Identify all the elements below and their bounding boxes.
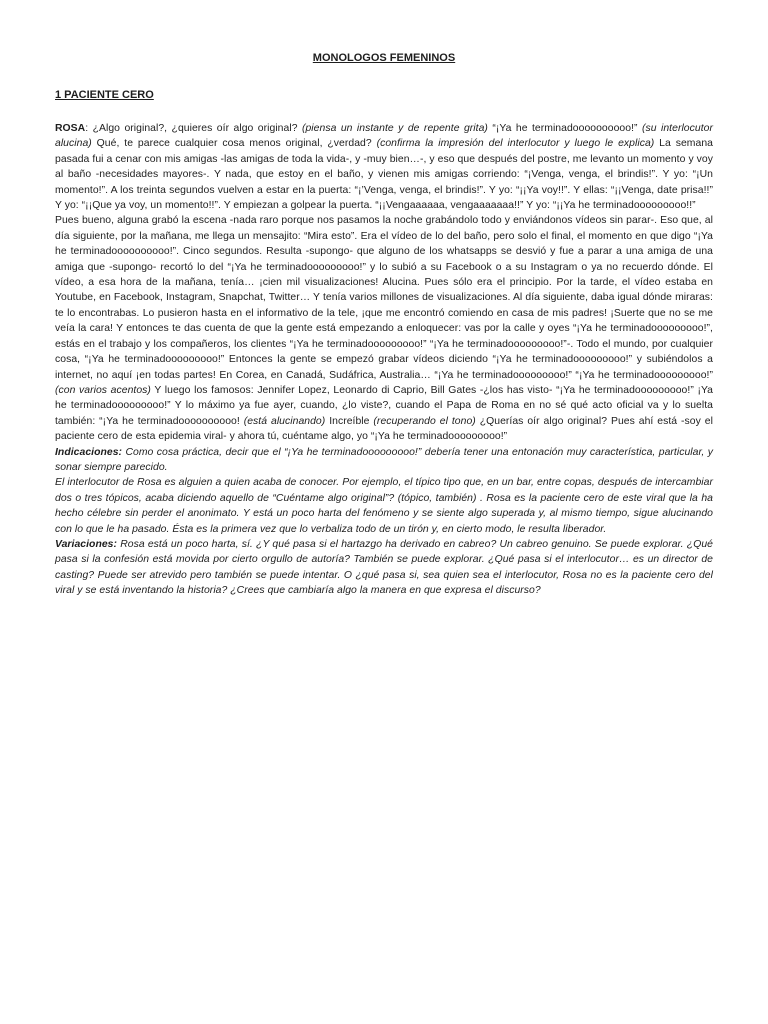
paragraph — [55, 121, 713, 213]
text-run: (está alucinando) — [243, 415, 326, 427]
paragraph — [55, 537, 713, 599]
monologue-body — [55, 121, 713, 599]
text-run: ROSA — [55, 123, 86, 134]
text-run: “¡Ya he terminadoooooooooo!” — [487, 123, 642, 134]
text-run: ¿Querías oír algo original? Pues ahí está -soy el paciente cero de esta epidemia viral- y ahora tú, cuéntame algo, yo “¡Ya he terminadooooooooo!” — [55, 415, 713, 443]
paragraph — [55, 475, 713, 537]
text-run: (recuperando el tono) — [373, 415, 476, 427]
document-title: MONOLOGOS FEMENINOS — [312, 52, 456, 64]
text-run: La semana pasada fui a cenar con mis amigas -las amigas de toda la vida-, y -muy bien…-, y eso que después del postre, me levanto un momento y voy al baño -necesidades mayores-. Y nada, que estoy en el baño, y vienen mis amigas corriendo: “¡Venga, venga, el brindis!”. Y yo: “¡Un momento!”. A los treinta segundos vuelven a estar en la puerta: “¡’Venga, venga, el brindis!”. Y yo: “¡¡Ya voy!!”. Y ellas: “¡¡Venga, date prisa!!” Y yo: “¡¡Que ya voy, un momento!!”. Y empiezan a golpear la puerta. “¡¡Vengaaaaaa, vengaaaaaaa!!” Y yo: “¡¡Ya he terminadooooooooo!!” — [55, 138, 713, 212]
text-run: (confirma la impresión del interlocutor y luego le explica) — [376, 138, 655, 150]
section-title: 1 PACIENTE CERO — [55, 89, 154, 101]
paragraph — [55, 445, 713, 476]
text-run: Variaciones: — [55, 538, 118, 550]
text-run: Pues bueno, alguna grabó la escena -nada raro porque nos pasamos la noche grabándolo todo y enviándonos vídeos sin parar-. Eso que, al día siguiente, por la mañana, me llega un mensajito: “Mira esto”. Era el vídeo de lo del baño, pero solo el final, el momento en que digo “¡Ya he terminadoooooooooo!”. Cinco segundos. Resulta -supongo- que alguno de los whatsapps se desvió y fue a parar a una amiga de una amiga que -supongo- recortó lo del “¡Ya he terminadooooooooo!” y lo subió a su Facebook o a su Instagram o ya no recuerdo dónde. El vídeo, a esa hora de la mañana, tenía… ¡cien mil visualizaciones! Alucina. Pues sólo era el principio. Por la tarde, el vídeo estaba en Youtube, en Facebook, Instagram, Snapchat, Twitter… Y tenía varios millones de visualizaciones. Al día siguiente, daba igual dónde miraras: te lo encontrabas. Lo pusieron hasta en el informativo de la tele, ¡que me encontró comiendo en casa de mis padres! ¡Suerte que no se me veía la cara! Y entonces te das cuenta de que la gente está empezando a enloquecer: vas por la calle y oyes “¡Ya he terminadooooooooo!”, estás en el trabajo y los compañeros, los clientes “¡Ya he terminadooooooooo!” “¡Ya he terminadooooooooo!”-. Todo el mundo, por cualquier cosa, “¡Ya he terminadooooooooo!” Entonces la gente se empezó grabar vídeos diciendo “¡Ya he terminadooooooooo!” y subiéndolos a internet, no aquí ¡en todas partes! En Corea, en Canadá, Sudáfrica, Australia… “¡Ya he terminadooooooooo!” “¡Ya he terminadooooooooo!” — [55, 215, 713, 381]
text-run: Como cosa práctica, decir que el “¡Ya he terminadooooooooo!” debería tener una entonación muy característica, particular, y sonar siempre parecido. — [55, 446, 713, 473]
paragraph — [55, 213, 713, 444]
text-run: Increíble — [325, 415, 374, 427]
text-run: : ¿Algo original?, ¿quieres oír algo original? — [85, 123, 302, 134]
text-run: Y luego los famosos: Jennifer Lopez, Leonardo di Caprio, Bill Gates -¿los has visto- “¡Ya he terminadooooooooo!” ¡Ya he terminadooooooooo!” Y lo máximo ya fue ayer, cuando, ¿lo viste?, cuando el Papa de Roma en no sé qué acto oficial va y lo suelta también: “¡Ya he terminadoooooooooo! — [55, 384, 713, 427]
text-run: Indicaciones: — [55, 446, 123, 458]
text-run: (piensa un instante y de repente grita) — [301, 123, 488, 134]
text-run: Qué, te parece cualquier cosa menos original, ¿verdad? — [91, 138, 377, 150]
text-run: El interlocutor de Rosa es alguien a quien acaba de conocer. Por ejemplo, el típico tipo que, en un bar, entre copas, después de intercambiar dos o tres tópicos, acaba diciendo aquello de “Cuéntame algo original”? (tópico, también) . Rosa es la paciente cero de este viral que la ha hecho célebre sin perder el anonimato. Y está un poco harta del fenómeno y se siente algo superada y, al mismo tiempo, sigue alucinando con lo que le ha pasado. Ésta es la primera vez que lo verbaliza todo de un tirón y, en cierto modo, le resulta liberador. — [55, 477, 713, 535]
text-run: (con varios acentos) — [55, 384, 151, 396]
text-run: (su interlocutor alucina) — [55, 123, 713, 150]
text-run: Rosa está un poco harta, sí. ¿Y qué pasa si el hartazgo ha derivado en cabreo? Un cabreo genuino. Se puede explorar. ¿Qué pasa si la confesión está movida por cierto orgullo de autoría? También se puede explorar. ¿Qué pasa si el interlocutor… es un director de casting? Puede ser atrevido pero también se puede intentar. O ¿qué pasa si, sea quien sea el interlocutor, Rosa no es la paciente cero del viral y se está inventando la historia? ¿Crees que cambiaría algo la manera en que expresa el discurso? — [55, 538, 713, 597]
